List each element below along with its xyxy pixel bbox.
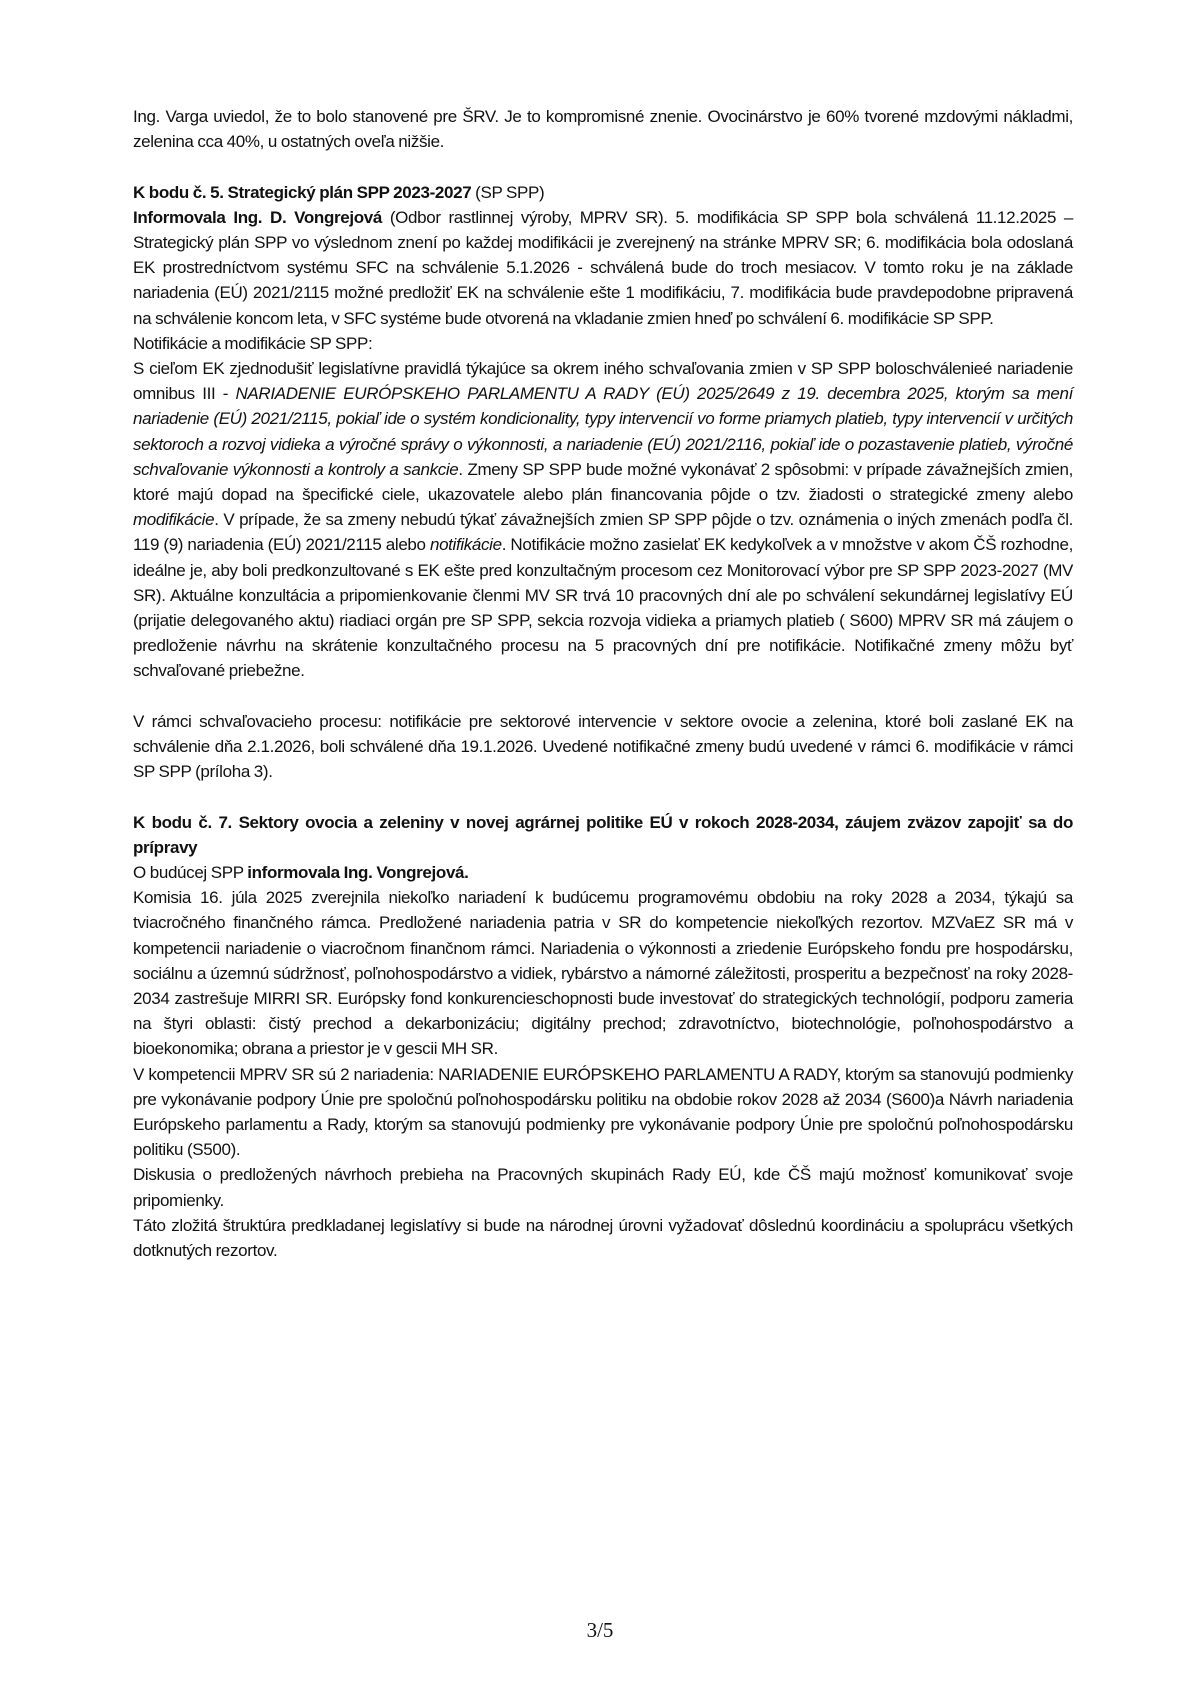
section-5-presenter-paragraph: [133, 205, 1073, 331]
regulation-title-italic: NARIADENIE EURÓPSKEHO PARLAMENTU A RADY (EÚ) 2025/2649 z 19. decembra 2025, ktorým sa mení nariadenie (EÚ) 2021/2115, pokiaľ ide o systém kondicionality, typy intervencií vo forme priamych platieb, typy intervencií v určitých sektoroch a rozvoj vidieka a výročné správy o výkonnosti, a nariadenie (EÚ) 2021/2116, pokiaľ ide o pozastavenie platieb, výročné schvaľovanie výkonnosti a kontroly a sankcie: [133, 384, 1074, 479]
section-5-heading: [133, 180, 1073, 205]
page-number: 3/5: [586, 1618, 614, 1642]
section-7-paragraph-2: V kompetencii MPRV SR sú 2 nariadenia: NARIADENIE EURÓPSKEHO PARLAMENTU A RADY, ktorým sa stanovujú podmienky pre vykonávanie podpory Únie pre spoločnú poľnohospodársku politiku na obdobie rokov 2028 až 2034 (S600)a Návrh nariadenia Európskeho parlamentu a Rady, ktorým sa stanovujú podmienky pre vykonávanie podpory Únie pre spoločnú poľnohospodársku politiku (S500).: [133, 1064, 1073, 1160]
text-run: O budúcej SPP: [133, 863, 248, 883]
section-7-paragraph-4: Táto zložitá štruktúra predkladanej legislatívy si bude na národnej úrovni vyžadovať dôslednú koordináciu a spoluprácu všetkých dotknutých rezortov.: [133, 1215, 1073, 1261]
spacer: [133, 784, 1073, 809]
spacer: [133, 154, 1073, 179]
section-5-approval-paragraph: V rámci schvaľovacieho procesu: notifikácie pre sektorové intervencie v sektore ovocie a zelenina, ktoré boli zaslané EK na schválenie dňa 2.1.2026, boli schválené dňa 19.1.2026. Uvedené notifikačné zmeny budú uvedené v rámci 6. modifikácie v rámci SP SPP (príloha 3).: [133, 711, 1073, 782]
section-7-presenter: informovala Ing. Vongrejová.: [247, 863, 469, 883]
term-notifikacie: notifikácie: [429, 535, 502, 555]
text-run: S cieľom EK zjednodušiť legislatívne pravidlá týkajúce sa okrem iného schvaľovania zmien v SP SPP boloschválenieé nariadenie omnibus III -: [133, 359, 1073, 404]
section-5-notifications-paragraph: [133, 356, 1073, 684]
section-5-heading-bold: K bodu č. 5. Strategický plán SPP 2023-2027: [133, 182, 472, 202]
intro-paragraph: Ing. Varga uviedol, že to bolo stanovené pre ŠRV. Je to kompromisné znenie. Ovocinárstvo je 60% tvorené mzdovými nákladmi, zelenina cca 40%, u ostatných oveľa nižšie.: [133, 107, 1073, 152]
section-5-presenter: Informovala Ing. D. Vongrejová: [133, 207, 382, 227]
spacer: [133, 684, 1073, 709]
section-7-heading: K bodu č. 7. Sektory ovocia a zeleniny v novej agrárnej politike EÚ v rokoch 2028-2034, záujem zväzov zapojiť sa do prípravy: [133, 812, 1073, 857]
document-page: [133, 104, 1073, 1263]
section-5-heading-abbrev: (SP SPP): [471, 182, 545, 202]
text-run: . V prípade, že sa zmeny nebudú týkať závažnejších zmien SP SPP pôjde o tzv. oznámenia o iných zmenách podľa čl. 119 (9) nariadenia (EÚ) 2021/2115 alebo: [133, 510, 1073, 555]
section-5-presenter-text: (Odbor rastlinnej výroby, MPRV SR). 5. modifikácia SP SPP bola schválená 11.12.2025 – Strategický plán SPP vo výslednom znení po každej modifikácii je zverejnený na stránke MPRV SR; 6. modifikácia bola odoslaná EK prostredníctvom systému SFC na schválenie 5.1.2026 - schválená bude do troch mesiacov. V tomto roku je na základe nariadenia (EÚ) 2021/2115 možné predložiť EK na schválenie ešte 1 modifikáciu, 7. modifikácia bude pravdepodobne pripravená na schválenie koncom leta, v SFC systéme bude otvorená na vkladanie zmien hneď po schválení 6. modifikácie SP SPP.: [133, 207, 1073, 328]
section-7-paragraph-3: Diskusia o predložených návrhoch prebieha na Pracovných skupinách Rady EÚ, kde ČŠ majú možnosť komunikovať svoje pripomienky.: [133, 1165, 1073, 1210]
term-modifikacie: modifikácie: [133, 510, 215, 530]
section-5-subheading: Notifikácie a modifikácie SP SPP:: [133, 333, 373, 353]
text-run: . Notifikácie možno zasielať EK kedykoľvek a v množstve v akom ČŠ rozhodne, ideálne je, aby boli predkonzultované s EK ešte pred konzultačným procesom cez Monitorovací výbor pre SP SPP 2023-2027 (MV SR). Aktuálne konzultácia a pripomienkovanie členmi MV SR trvá 10 pracovných dní ale po schválení sekundárnej legislatívy EÚ (prijatie delegovaného aktu) riadiaci orgán pre SP SPP, sekcia rozvoja vidieka a priamych platieb ( S600) MPRV SR má záujem o predloženie návrhu na skrátenie konzultačného procesu na 5 pracovných dní pre notifikácie. Notifikačné zmeny môžu byť schvaľované priebežne.: [133, 535, 1073, 681]
text-run: . Zmeny SP SPP bude možné vykonávať 2 spôsobmi: v prípade závažnejších zmien, ktoré majú dopad na špecifické ciele, ukazovatele alebo plán financovania pôjde o tzv. žiadosti o strategické zmeny alebo: [133, 459, 1073, 505]
section-7-presenter-paragraph: [133, 860, 1073, 885]
section-7-paragraph-1: Komisia 16. júla 2025 zverejnila niekoľko nariadení k budúcemu programovému obdobiu na roky 2028 a 2034, týkajú sa tviacročného finančného rámca. Predložené nariadenia patria v SR do kompetencie niekoľkých rezortov. MZVaEZ SR má v kompetencii nariadenie o viacročnom finančnom rámci. Nariadenia o výkonnosti a zriedenie Európskeho fondu pre hospodársku, sociálnu a územnú súdržnosť, poľnohospodárstvo a vidiek, rybárstvo a námorné záležitosti, prosperitu a bezpečnosť na roky 2028-2034 zastrešuje MIRRI SR. Európsky fond konkurencieschopnosti bude investovať do strategických technológií, podporu zameria na štyri oblasti: čistý prechod a dekarbonizáciu; digitálny prechod; zdravotníctvo, biotechnológie, poľnohospodárstvo a bioekonomika; obrana a priestor je v gescii MH SR.: [133, 888, 1073, 1059]
